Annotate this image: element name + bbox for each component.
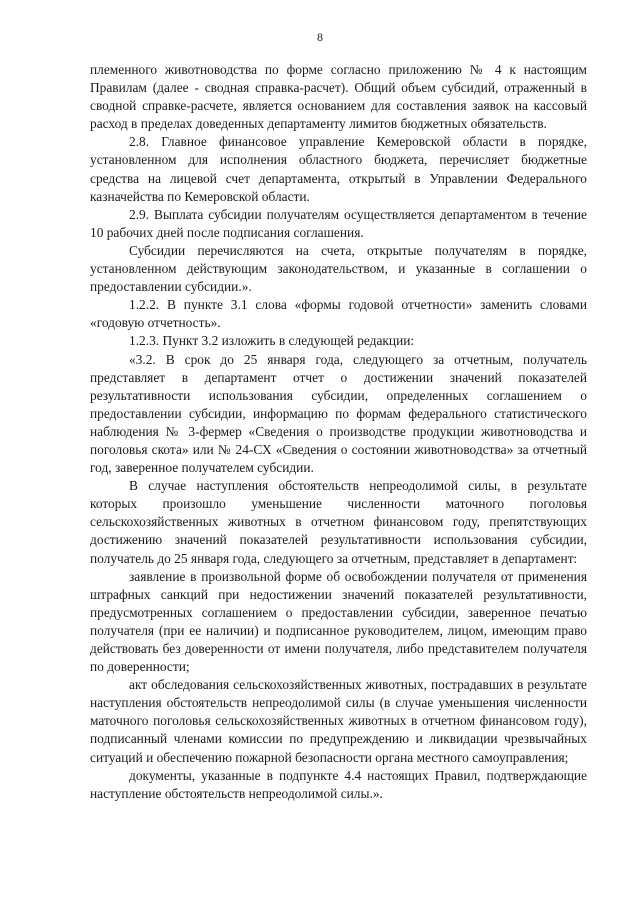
paragraph-1-2-2: 1.2.2. В пункте 3.1 слова «формы годовой отчетности» заменить словами «годовую отчетность».	[90, 297, 587, 331]
paragraph-2-9: 2.9. Выплата субсидии получателям осуществляется департаментом в течение 10 рабочих дней после подписания соглашения.	[90, 206, 587, 240]
page-number: 8	[317, 30, 323, 44]
paragraph-2-8: 2.8. Главное финансовое управление Кемеровской области в порядке, установленном для исполнения областного бюджета, перечисляет бюджетные средства на лицевой счет департамента, открытый в Управлении Федерального казначейства по Кемеровской области.	[90, 134, 587, 204]
paragraph-3-2: «3.2. В срок до 25 января года, следующего за отчетным, получатель представляет в департамент отчет о достижении значений показателей результативности использования субсидии, определенных соглашением о предоставлении субсидии, информацию по формам федерального статистического наблюдения № 3-фермер «Сведения о производстве продукции животноводства и поголовья скота» или № 24-СХ «Сведения о состоянии животноводства» за отчетный год, заверенное получателем субсидии.	[90, 351, 587, 476]
paragraph-application: заявление в произвольной форме об освобождении получателя от применения штрафных санкций при недостижении значений показателей результативности, предусмотренных соглашением о предоставлении субсидии, заверенное печатью получателя (при ее наличии) и подписанное руководителем, лицом, имеющим право действовать без доверенности от имени получателя, либо представителем получателя по доверенности;	[90, 568, 587, 675]
paragraph-inspection-act: акт обследования сельскохозяйственных животных, пострадавших в результате наступления обстоятельств непреодолимой силы (в случае уменьшения численности маточного поголовья сельскохозяйственных животных в отчетном финансовом году), подписанный членами комиссии по предупреждению и ликвидации чрезвычайных ситуаций и обеспечению пожарной безопасности органа местного самоуправления;	[90, 677, 587, 765]
paragraph-subsidy-transfer: Субсидии перечисляются на счета, открытые получателям в порядке, установленном действующим законодательством, и указанные в соглашении о предоставлении субсидии.».	[90, 242, 587, 295]
paragraph-documents: документы, указанные в подпункте 4.4 настоящих Правил, подтверждающие наступление обстоятельств непреодолимой силы.».	[90, 767, 587, 801]
paragraph-continuation: племенного животноводства по форме согласно приложению № 4 к настоящим Правилам (далее - сводная справка-расчет). Общий объем субсидий, отраженный в сводной справке-расчете, является основанием для составления заявок на кассовый расход в пределах доведенных департаменту лимитов бюджетных обязательств.	[90, 62, 587, 132]
paragraph-force-majeure: В случае наступления обстоятельств непреодолимой силы, в результате которых произошло уменьшение численности маточного поголовья сельскохозяйственных животных в отчетном финансовом году, препятствующих достижению значений показателей результативности использования субсидии, получатель до 25 января года, следующего за отчетным, представляет в департамент:	[90, 478, 587, 566]
paragraph-1-2-3: 1.2.3. Пункт 3.2 изложить в следующей редакции:	[129, 333, 415, 349]
document-body	[90, 61, 587, 803]
